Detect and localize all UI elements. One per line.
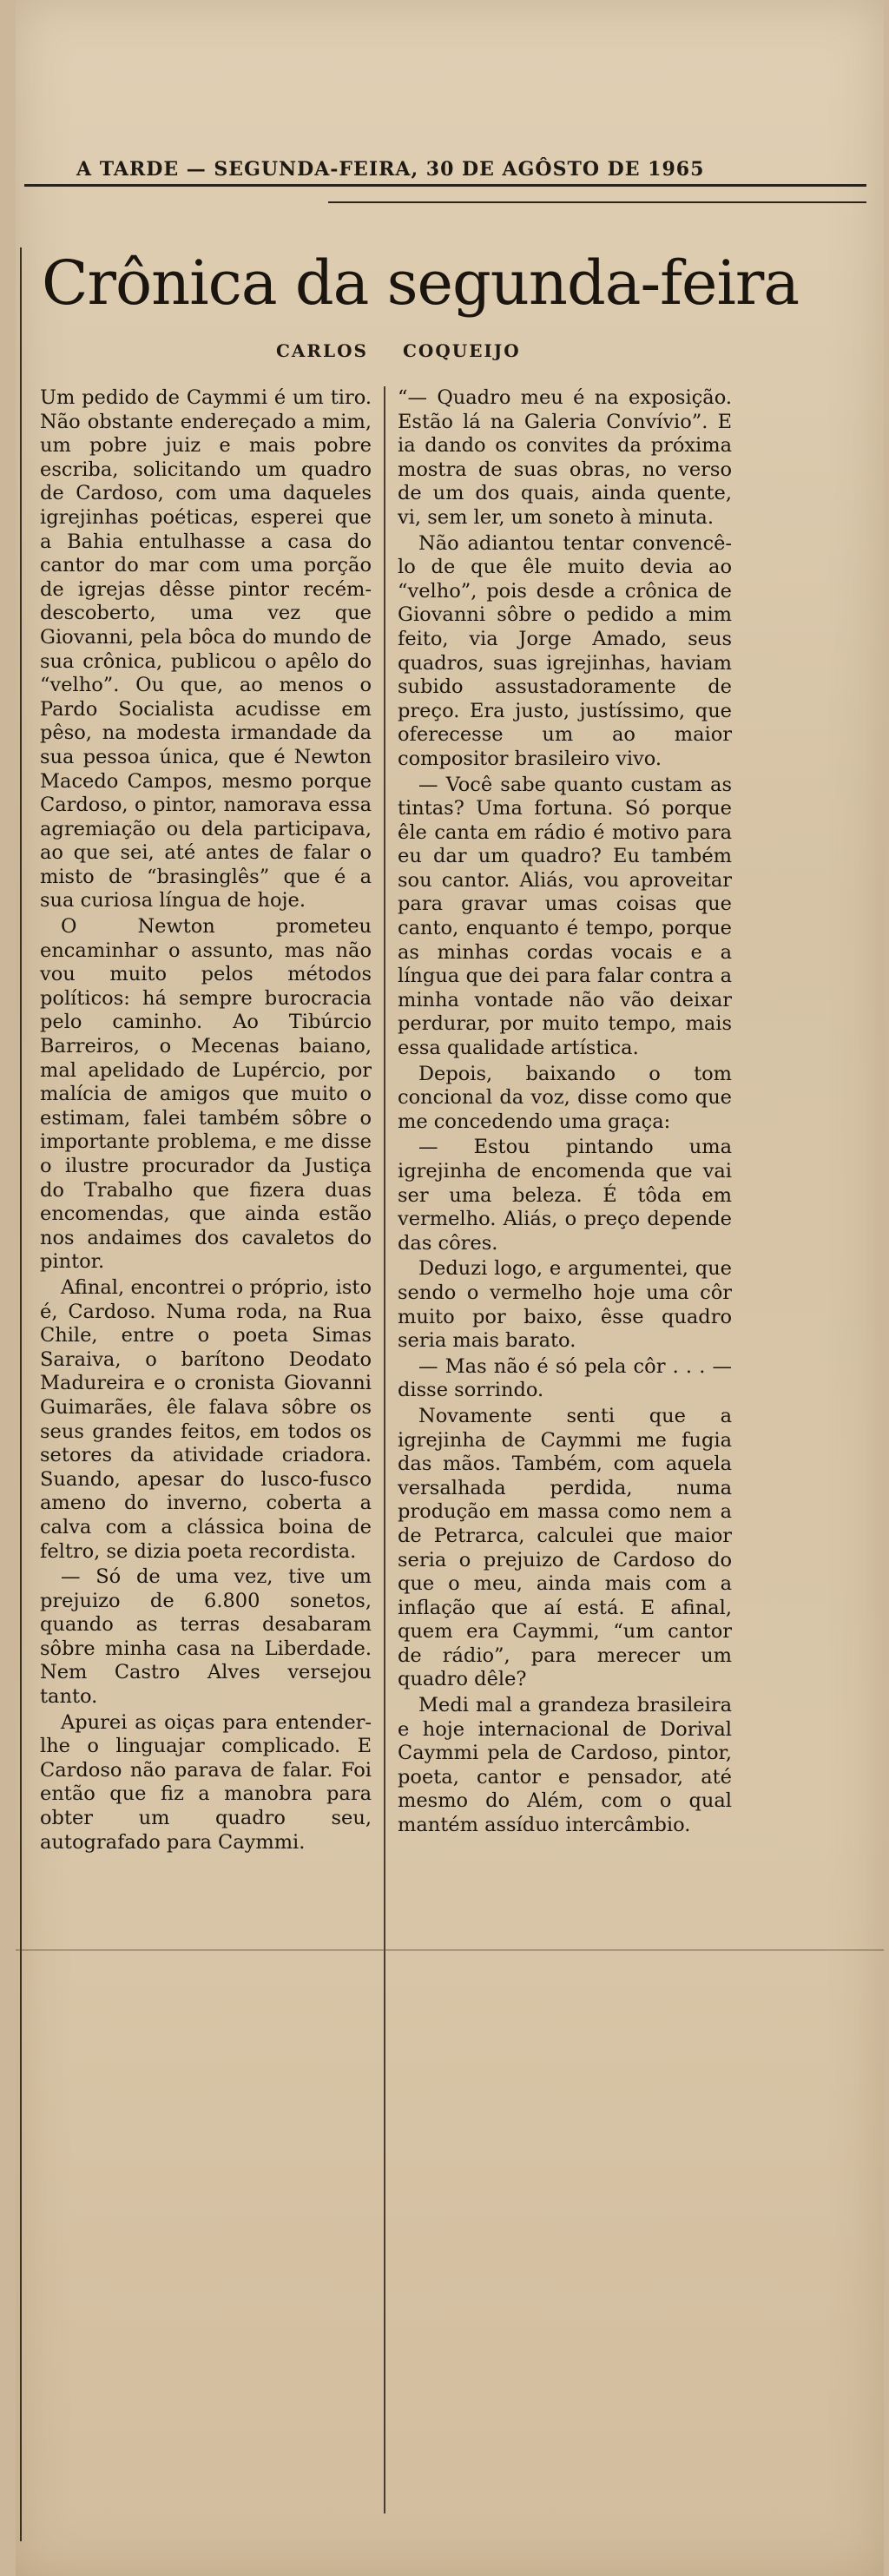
paragraph: Medi mal a grandeza brasileira e hoje internacional de Dorival Caymmi pela de Cardoso, pintor, poeta, cantor e pensador, até mesmo do Além, com o qual mantém assíduo intercâmbio. <box>398 1694 732 1837</box>
paragraph: Deduzi logo, e argumentei, que sendo o vermelho hoje uma côr muito por baixo, êsse quadro seria mais barato. <box>398 1257 732 1353</box>
paragraph: O Newton prometeu encaminhar o assunto, mas não vou muito pelos métodos políticos: há sempre burocracia pelo caminho. Ao Tibúrcio Barreiros, o Mecenas baiano, mal apelidado de Lupércio, por malícia de amigos que muito o estimam, falei também sôbre o importante problema, e me disse o ilustre procurador da Justiça do Trabalho que fizera duas encomendas, que ainda estão nos andaimes dos cavaletos do pintor. <box>40 915 372 1274</box>
paragraph: — Estou pintando uma igrejinha de encomenda que vai ser uma beleza. É tôda em vermelho. Aliás, o preço depende das côres. <box>398 1136 732 1255</box>
author-first-name: CARLOS <box>276 340 368 361</box>
paragraph: “— Quadro meu é na exposição. Estão lá na Galeria Convívio”. E ia dando os convites da próxima mostra de suas obras, no verso de um dos quais, ainda quente, vi, sem ler, um soneto à minuta. <box>398 386 732 529</box>
column-separator <box>384 386 385 2513</box>
paragraph: Afinal, encontrei o próprio, isto é, Cardoso. Numa roda, na Rua Chile, entre o poeta Simas Saraiva, o barítono Deodato Madureira e o cronista Giovanni Guimarães, êle falava sôbre os seus grandes feitos, em todos os setores da atividade criadora. Suando, apesar do lusco-fusco ameno do inverno, coberta a calva com a clássica boina de feltro, se dizia poeta recordista. <box>40 1275 372 1563</box>
paragraph: Depois, baixando o tom concional da voz, disse como que me concedendo uma graça: <box>398 1062 732 1133</box>
paragraph: Não adiantou tentar convencê-lo de que êle muito devia ao “velho”, pois desde a crônica de Giovanni sôbre o pedido a mim feito, via Jorge Amado, seus quadros, suas igrejinhas, haviam subido assustadoramente de preço. Era justo, justíssimo, que oferecesse um ao maior compositor brasileiro vivo. <box>398 531 732 770</box>
paragraph: — Só de uma vez, tive um prejuizo de 6.800 sonetos, quando as terras desabaram sôbre minha casa na Liberdade. Nem Castro Alves versejou tanto. <box>40 1565 372 1709</box>
paragraph: — Você sabe quanto custam as tintas? Uma fortuna. Só porque êle canta em rádio é motivo para eu dar um quadro? Eu também sou cantor. Aliás, vou aproveitar para gravar umas coisas que canto, enquanto é tempo, porque as minhas cordas vocais e a língua que dei para falar contra a minha vontade não vão deixar perdurar, por muito tempo, mais essa qualidade artística. <box>398 773 732 1060</box>
paragraph: Apurei as oiças para entender-lhe o linguajar complicado. E Cardoso não parava de falar. Foi então que fiz a manobra para obter um quadro seu, autografado para Caymmi. <box>40 1710 372 1854</box>
author-last-name: COQUEIJO <box>402 340 521 361</box>
byline <box>276 340 537 361</box>
paragraph: Um pedido de Caymmi é um tiro. Não obstante endereçado a mim, um pobre juiz e mais pobre escriba, solicitando um quadro de Cardoso, com uma daqueles igrejinhas poéticas, esperei que a Bahia entulhasse a casa do cantor do mar com uma porção de igrejas dêsse pintor recém-descoberto, uma vez que Giovanni, pela bôca do mundo de sua crônica, publicou o apêlo do “velho”. Ou que, ao menos o Pardo Socialista acudisse em pêso, na modesta irmandade da sua pessoa única, que é Newton Macedo Campos, mesmo porque Cardoso, o pintor, namorava essa agremiação ou dela participava, ao que sei, até antes de falar o misto de “brasinglês” que é a sua curiosa língua de hoje. <box>40 386 372 912</box>
article-headline: Crônica da segunda-feira <box>42 247 800 319</box>
masthead-subrule <box>328 201 866 203</box>
masthead-rule <box>24 184 866 187</box>
paragraph: Novamente senti que a igrejinha de Caymmi me fugia das mãos. Também, com aquela versalhada perdida, numa produção em massa como nem a de Petrarca, calculei que maior seria o prejuizo de Cardoso do que o meu, ainda mais com a inflação que aí está. E afinal, quem era Caymmi, “um cantor de rádio”, para merecer um quadro dêle? <box>398 1404 732 1691</box>
article-column-2 <box>398 386 732 1840</box>
article-column-1 <box>40 386 372 1856</box>
newspaper-clipping <box>16 0 884 2576</box>
paragraph: — Mas não é só pela côr . . . — disse sorrindo. <box>398 1354 732 1402</box>
paper-fold-crease <box>16 1949 884 1951</box>
newspaper-masthead: A TARDE — SEGUNDA-FEIRA, 30 DE AGÔSTO DE 1965 <box>76 158 705 181</box>
clipping-border <box>20 247 22 2541</box>
